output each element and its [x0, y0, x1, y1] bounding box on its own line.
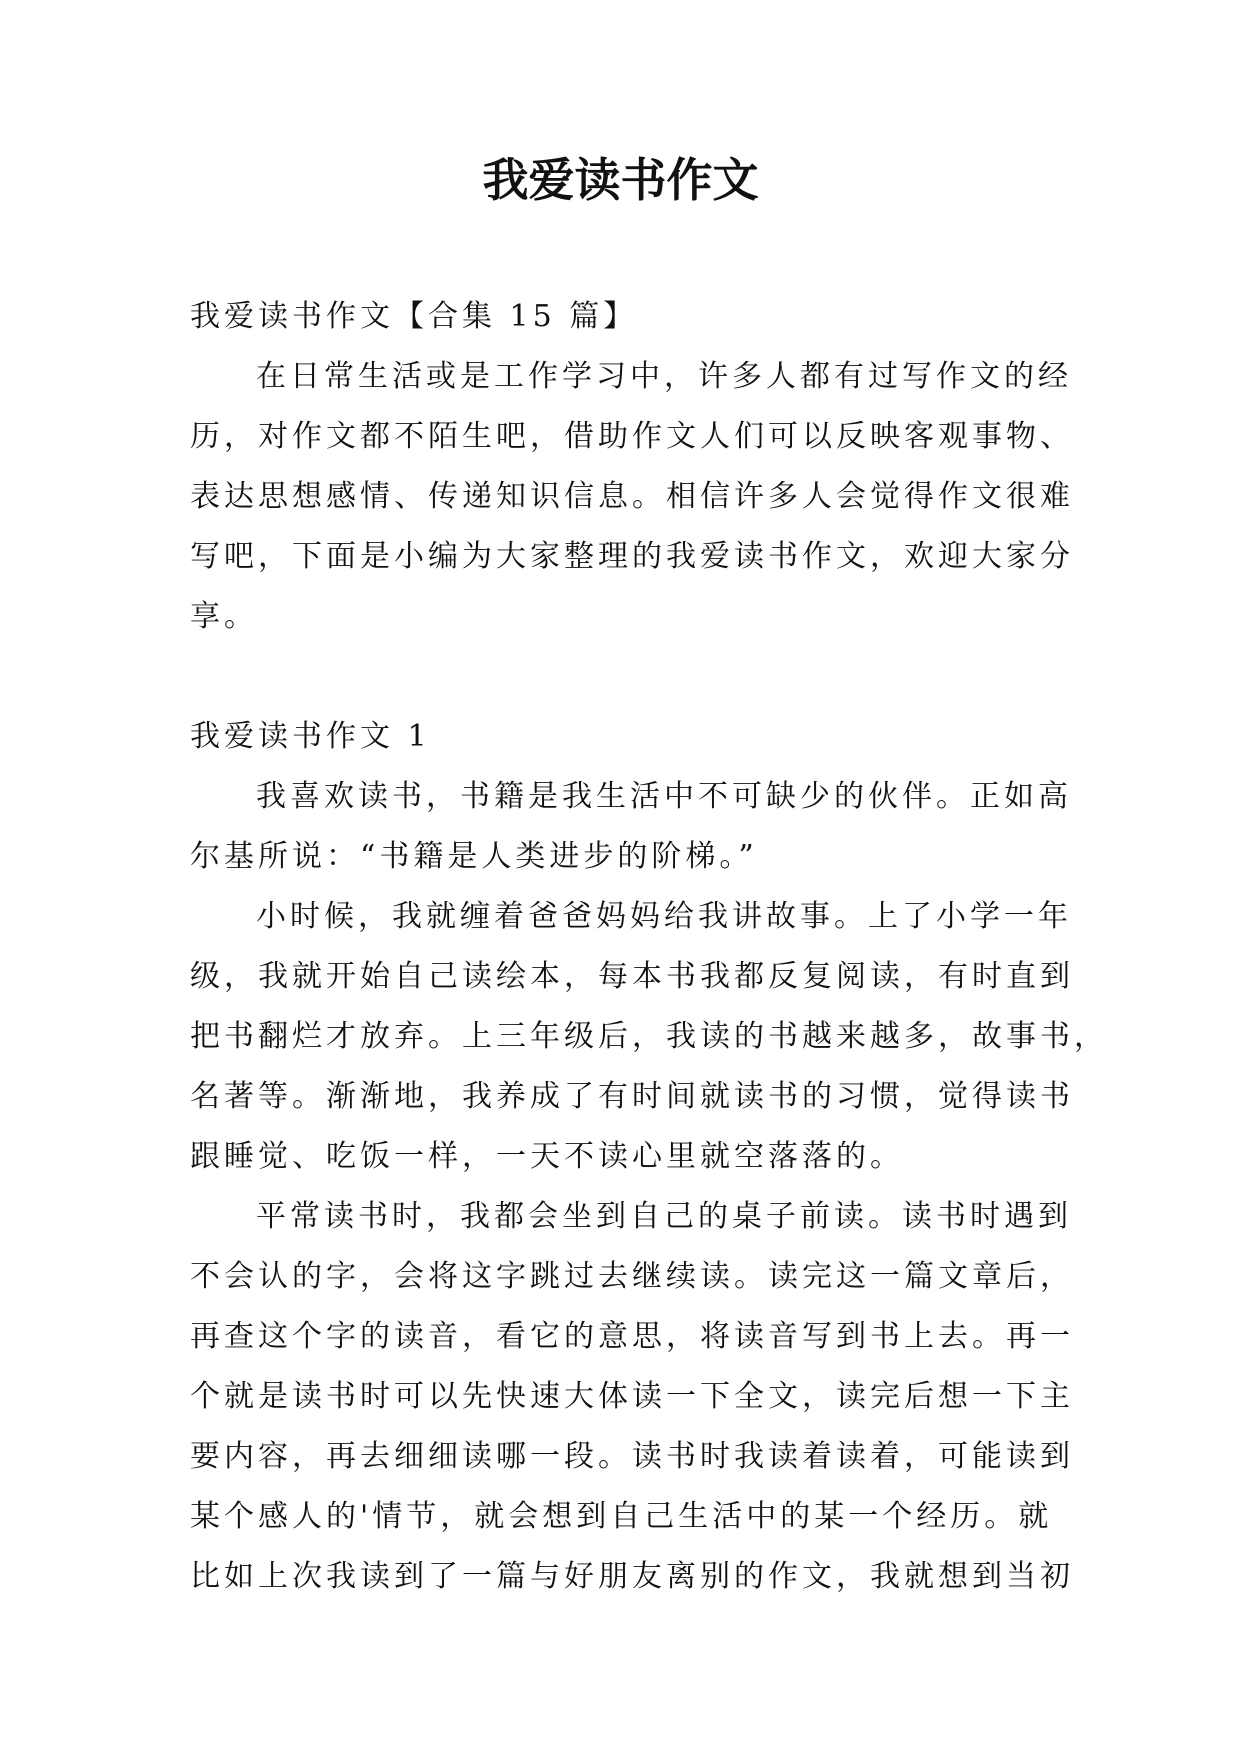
intro-line-5: 享。	[190, 599, 258, 634]
document-body	[190, 287, 1108, 1607]
essay-1-heading: 我爱读书作文 1	[190, 719, 431, 754]
essay-line-13: 某个感人的'情节，就会想到自己生活中的某一个经历。就	[190, 1499, 1053, 1534]
essay-line-7: 跟睡觉、吃饭一样，一天不读心里就空落落的。	[190, 1139, 904, 1174]
intro-line-4: 写吧，下面是小编为大家整理的我爱读书作文，欢迎大家分	[190, 539, 1074, 574]
essay-line-10: 再查这个字的读音，看它的意思，将读音写到书上去。再一	[190, 1319, 1074, 1354]
essay-line-9: 不会认的字，会将这字跳过去继续读。读完这一篇文章后，	[190, 1259, 1074, 1294]
intro-line-2: 历，对作文都不陌生吧，借助作文人们可以反映客观事物、	[190, 419, 1074, 454]
collection-heading: 我爱读书作文【合集 15 篇】	[190, 299, 638, 334]
essay-line-5: 把书翻烂才放弃。上三年级后，我读的书越来越多，故事书，	[190, 1019, 1108, 1054]
document-title: 我爱读书作文	[482, 153, 759, 207]
blank-line	[190, 647, 1058, 707]
essay-line-4: 级，我就开始自己读绘本，每本书我都反复阅读，有时直到	[190, 959, 1074, 994]
essay-line-1: 我喜欢读书，书籍是我生活中不可缺少的伙伴。正如高	[256, 779, 1072, 814]
intro-line-3: 表达思想感情、传递知识信息。相信许多人会觉得作文很难	[190, 479, 1074, 514]
essay-line-2: 尔基所说：“书籍是人类进步的阶梯。”	[190, 839, 758, 874]
essay-line-6: 名著等。渐渐地，我养成了有时间就读书的习惯，觉得读书	[190, 1079, 1074, 1114]
essay-line-12: 要内容，再去细细读哪一段。读书时我读着读着，可能读到	[190, 1439, 1074, 1474]
essay-line-8: 平常读书时，我都会坐到自己的桌子前读。读书时遇到	[256, 1199, 1072, 1234]
essay-line-3: 小时候，我就缠着爸爸妈妈给我讲故事。上了小学一年	[256, 899, 1072, 934]
essay-line-11: 个就是读书时可以先快速大体读一下全文，读完后想一下主	[190, 1379, 1074, 1414]
essay-line-14: 比如上次我读到了一篇与好朋友离别的作文，我就想到当初	[190, 1559, 1074, 1594]
intro-line-1: 在日常生活或是工作学习中，许多人都有过写作文的经	[256, 359, 1072, 394]
